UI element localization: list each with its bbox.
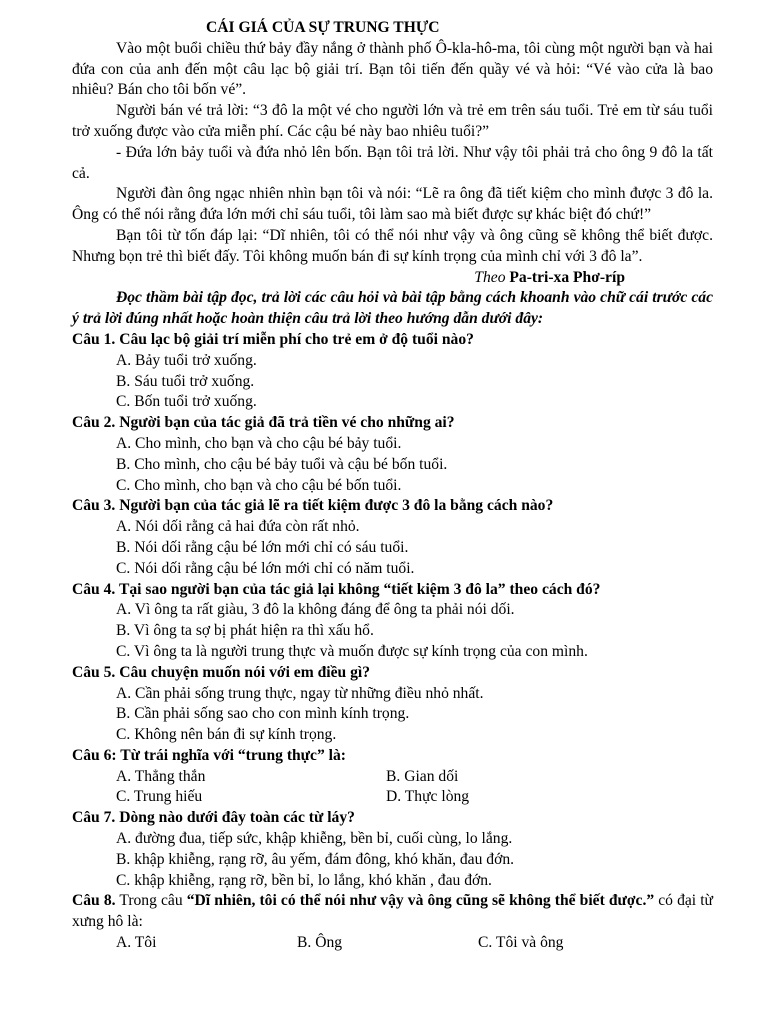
- q6-options-row-2: [116, 787, 713, 808]
- story-paragraph-3: - Đứa lớn bảy tuổi và đứa nhỏ lên bốn. Bạn tôi trả lời. Như vậy tôi phải trả cho ông 9 đô la tất cả.: [72, 143, 713, 182]
- q7-option-b: B. khập khiễng, rạng rỡ, âu yếm, đám đông, khó khăn, đau đớn.: [116, 850, 515, 868]
- q2-option-c: C. Cho mình, cho bạn và cho cậu bé bốn tuổi.: [116, 476, 402, 494]
- q6-option-d: D. Thực lòng: [386, 788, 470, 806]
- q8-option-a: A. Tôi: [116, 934, 157, 952]
- question-3: Câu 3. Người bạn của tác giả lẽ ra tiết kiệm được 3 đô la bằng cách nào?: [72, 497, 554, 515]
- q8-pre: Trong câu: [115, 892, 187, 910]
- story-paragraph-2: Người bán vé trả lời: “3 đô la một vé cho người lớn và trẻ em trên sáu tuổi. Trẻ em từ sáu tuổi trở xuống được vào cửa miễn phí. Các cậu bé này bao nhiêu tuổi?”: [72, 102, 713, 140]
- q3-option-b: B. Nói dối rằng cậu bé lớn mới chỉ có sáu tuổi.: [116, 538, 409, 556]
- q5-option-b: B. Cần phải sống sao cho con mình kính trọng.: [116, 705, 410, 723]
- q8-quote: “Dĩ nhiên, tôi có thể nói như vậy và ông cũng sẽ không thể biết được.”: [186, 892, 655, 910]
- q1-option-b: B. Sáu tuổi trở xuống.: [116, 372, 255, 390]
- q3-option-a: A. Nói dối rằng cả hai đứa còn rất nhỏ.: [116, 518, 360, 536]
- question-4: Câu 4. Tại sao người bạn của tác giả lại không “tiết kiệm 3 đô la” theo cách đó?: [72, 580, 601, 598]
- q7-option-a: A. đường đua, tiếp sức, khập khiễng, bền bỉ, cuối cùng, lo lắng.: [116, 830, 513, 848]
- q4-option-a: A. Vì ông ta rất giàu, 3 đô la không đáng để ông ta phải nói dối.: [116, 601, 515, 619]
- story-source: [72, 268, 713, 289]
- q6-option-b: B. Gian dối: [386, 767, 459, 785]
- q2-option-a: A. Cho mình, cho bạn và cho cậu bé bảy tuổi.: [116, 434, 402, 452]
- q2-option-b: B. Cho mình, cho cậu bé bảy tuổi và cậu bé bốn tuổi.: [116, 455, 448, 473]
- q4-option-b: B. Vì ông ta sợ bị phát hiện ra thì xấu hổ.: [116, 622, 374, 640]
- q3-option-c: C. Nói dối rằng cậu bé lớn mới chỉ có năm tuổi.: [116, 559, 415, 577]
- source-prefix: Theo: [474, 268, 506, 286]
- question-2: Câu 2. Người bạn của tác giả đã trả tiền vé cho những ai?: [72, 414, 455, 432]
- q7-option-c: C. khập khiễng, rạng rỡ, bền bỉ, lo lắng, khó khăn , đau đớn.: [116, 871, 492, 889]
- q8-option-c: C. Tôi và ông: [478, 934, 564, 952]
- q6-option-c: C. Trung hiếu: [116, 788, 203, 806]
- question-8: [72, 891, 713, 933]
- page-title: CÁI GIÁ CỦA SỰ TRUNG THỰC: [206, 19, 440, 36]
- question-1: Câu 1. Câu lạc bộ giải trí miễn phí cho trẻ em ở độ tuổi nào?: [72, 330, 474, 348]
- story-paragraph-5: Bạn tôi từ tốn đáp lại: “Dĩ nhiên, tôi có thể nói như vậy và ông cũng sẽ không thể biết được. Nhưng bọn trẻ thì biết đấy. Tôi không muốn bán đi sự kính trọng của mình chỉ với 3 đô la”.: [72, 226, 713, 265]
- question-5: Câu 5. Câu chuyện muốn nói với em điều gì?: [72, 663, 371, 681]
- q6-option-a: A. Thẳng thắn: [116, 767, 206, 785]
- instructions: Đọc thầm bài tập đọc, trả lời các câu hỏi và bài tập bằng cách khoanh vào chữ cái trước các ý trả lời đúng nhất hoặc hoàn thiện câu trả lời theo hướng dẫn dưới đây:: [72, 289, 713, 328]
- q6-options-row-1: [116, 767, 713, 788]
- story-paragraph-4: Người đàn ông ngạc nhiên nhìn bạn tôi và nói: “Lẽ ra ông đã tiết kiệm cho mình được 3 đô la. Ông có thể nói rằng đứa lớn mới chỉ sáu tuổi, tôi làm sao mà biết được sự khác biệt đó chứ!”: [72, 185, 713, 224]
- question-6: Câu 6: Từ trái nghĩa với “trung thực” là:: [72, 746, 346, 764]
- source-author: Pa-tri-xa Phơ-ríp: [509, 268, 625, 286]
- q5-option-c: C. Không nên bán đi sự kính trọng.: [116, 726, 337, 744]
- q8-options-row: [116, 933, 713, 954]
- story-paragraph-1: Vào một buổi chiều thứ bảy đầy nắng ở thành phố Ô-kla-hô-ma, tôi cùng một người bạn và hai đứa con của anh đến một câu lạc bộ giải trí. Bạn tôi tiến đến quầy vé và hỏi: “Vé vào cửa là bao nhiêu? Bán cho tôi bốn vé”.: [72, 39, 713, 99]
- q8-option-b: B. Ông: [297, 934, 343, 952]
- q4-option-c: C. Vì ông ta là người trung thực và muốn được sự kính trọng của con mình.: [116, 642, 588, 660]
- q1-option-c: C. Bốn tuổi trở xuống.: [116, 393, 257, 411]
- q8-post: có đại từ xưng hô là:: [72, 892, 713, 931]
- q1-option-a: A. Bảy tuổi trở xuống.: [116, 351, 257, 369]
- question-7: Câu 7. Dòng nào dưới đây toàn các từ láy?: [72, 809, 355, 827]
- q8-lead: Câu 8.: [72, 892, 116, 910]
- q5-option-a: A. Cần phải sống trung thực, ngay từ những điều nhỏ nhất.: [116, 684, 484, 702]
